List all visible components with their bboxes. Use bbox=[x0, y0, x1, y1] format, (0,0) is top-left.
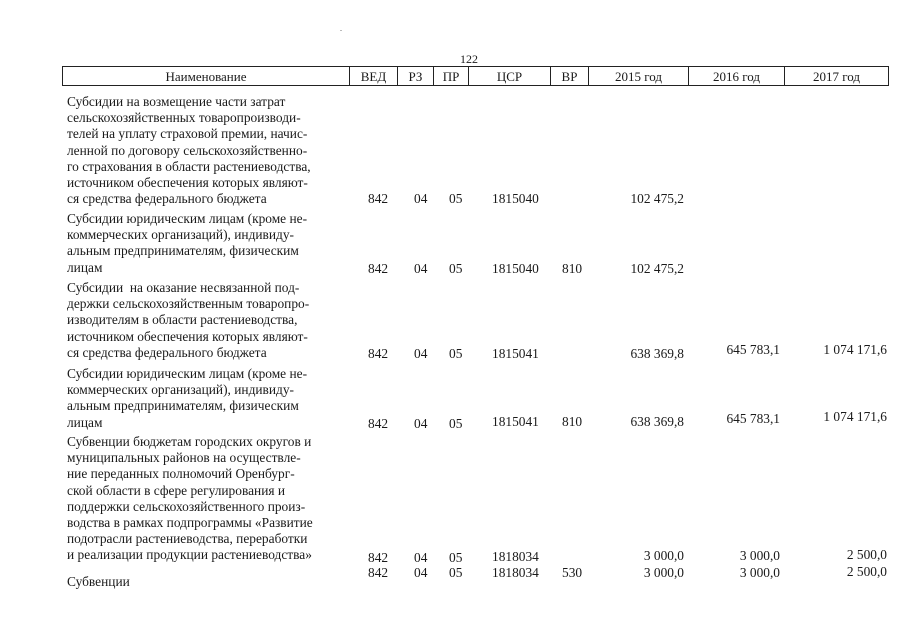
header-vr: ВР bbox=[551, 67, 589, 85]
row-rz: 04 bbox=[414, 565, 428, 580]
row-2015: 3 000,0 bbox=[643, 565, 684, 580]
row-rz: 04 bbox=[414, 416, 428, 431]
row-2015: 638 369,8 bbox=[630, 346, 684, 361]
row-pr: 05 bbox=[449, 346, 463, 361]
row-pr: 05 bbox=[449, 416, 463, 431]
header-2016: 2016 год bbox=[689, 67, 785, 85]
row-name: Субсидии на возмещение части затрат сельскохозяйственных товаропроизводи- телей на уплату страховой премии, начис- ленной по договору сельскохозяйственно- го страхования в области растениеводства, источником обеспечения которых являют- ся средства федерального бюджета bbox=[67, 94, 311, 207]
row-2015: 102 475,2 bbox=[630, 261, 684, 276]
page-number: 122 bbox=[460, 52, 478, 66]
row-csr: 1815041 bbox=[492, 346, 539, 361]
row-2015: 3 000,0 bbox=[643, 548, 684, 563]
row-rz: 04 bbox=[414, 550, 428, 565]
header-name: Наименование bbox=[63, 67, 350, 85]
table-header bbox=[62, 66, 889, 86]
row-2017: 2 500,0 bbox=[846, 564, 887, 579]
header-ved: ВЕД bbox=[350, 67, 398, 85]
header-csr: ЦСР bbox=[469, 67, 551, 85]
row-csr: 1815040 bbox=[492, 261, 539, 276]
row-name: Субсидии юридическим лицам (кроме не- коммерческих организаций), индивиду- альным предпринимателям, физическим лицам bbox=[67, 366, 308, 430]
row-ved: 842 bbox=[368, 346, 389, 361]
row-ved: 842 bbox=[368, 550, 389, 565]
row-2016: 3 000,0 bbox=[739, 548, 780, 563]
row-pr: 05 bbox=[449, 261, 463, 276]
row-2017: 2 500,0 bbox=[846, 547, 887, 562]
row-2016: 645 783,1 bbox=[726, 411, 780, 426]
row-pr: 05 bbox=[449, 191, 463, 206]
row-ved: 842 bbox=[368, 191, 389, 206]
row-name: Субвенции бюджетам городских округов и муниципальных районов на осуществле- ние переданных полномочий Оренбург- ской области в сфере регулирования и поддержки сельскохозяйственного произ- водства в рамках подпрограммы «Развитие подотрасли растениеводства, переработки и реализации продукции растениеводства» bbox=[67, 434, 313, 563]
row-name: Субвенции bbox=[67, 574, 130, 589]
row-2015: 638 369,8 bbox=[630, 414, 684, 429]
row-pr: 05 bbox=[449, 550, 463, 565]
row-vr: 810 bbox=[562, 261, 583, 276]
row-ved: 842 bbox=[368, 565, 389, 580]
row-pr: 05 bbox=[449, 565, 463, 580]
header-pr: ПР bbox=[434, 67, 469, 85]
row-csr: 1815041 bbox=[492, 414, 539, 429]
row-rz: 04 bbox=[414, 346, 428, 361]
row-2016: 3 000,0 bbox=[739, 565, 780, 580]
row-csr: 1818034 bbox=[492, 549, 539, 564]
row-name: Субсидии юридическим лицам (кроме не- коммерческих организаций), индивиду- альным предпринимателям, физическим лицам bbox=[67, 211, 308, 275]
row-ved: 842 bbox=[368, 416, 389, 431]
header-2017: 2017 год bbox=[813, 69, 860, 84]
scan-speck bbox=[340, 30, 342, 31]
row-vr: 530 bbox=[562, 565, 583, 580]
header-rz: РЗ bbox=[398, 67, 434, 85]
row-ved: 842 bbox=[368, 261, 389, 276]
row-2017: 1 074 171,6 bbox=[823, 342, 887, 357]
row-2016: 645 783,1 bbox=[726, 342, 780, 357]
row-csr: 1815040 bbox=[492, 191, 539, 206]
row-rz: 04 bbox=[414, 191, 428, 206]
row-vr: 810 bbox=[562, 414, 583, 429]
row-2017: 1 074 171,6 bbox=[823, 409, 887, 424]
row-csr: 1818034 bbox=[492, 565, 539, 580]
row-2015: 102 475,2 bbox=[630, 191, 684, 206]
row-rz: 04 bbox=[414, 261, 428, 276]
row-name: Субсидии на оказание несвязанной под- держки сельскохозяйственным товаропро- изводителям в области растениеводства, источником обеспечения которых являют- ся средства федерального бюджета bbox=[67, 280, 310, 360]
header-2015: 2015 год bbox=[589, 67, 689, 85]
